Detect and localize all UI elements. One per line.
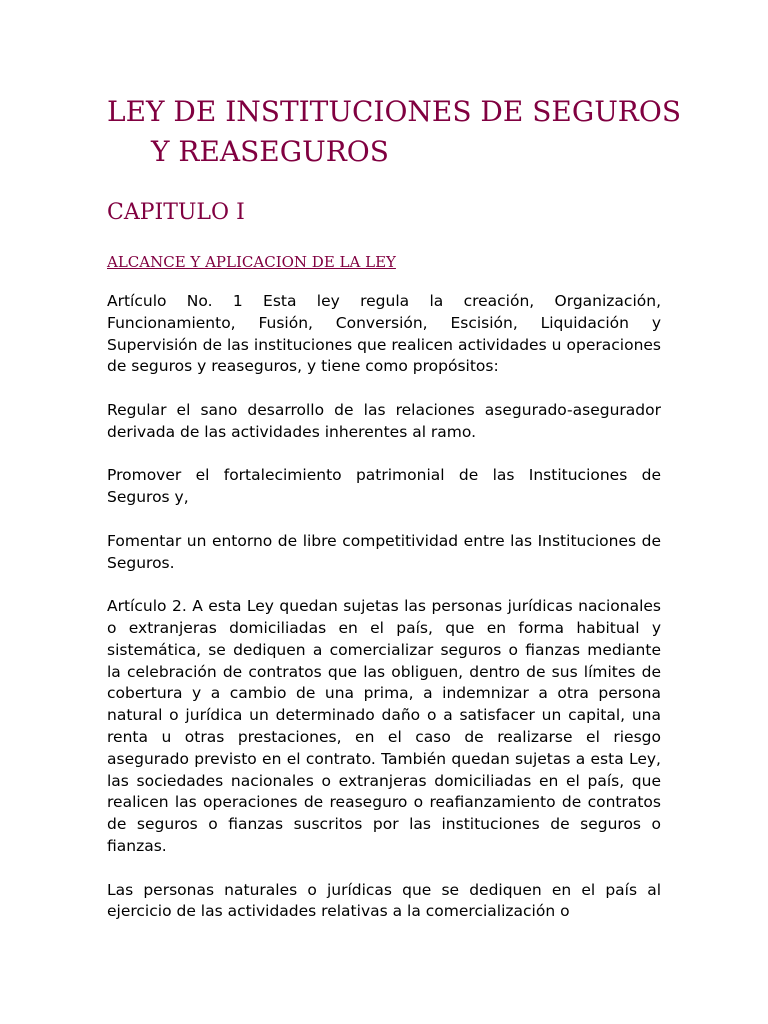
section-heading: ALCANCE Y APLICACION DE LA LEY (107, 253, 396, 271)
paragraph-purpose-2: Promover el fortalecimiento patrimonial de las Instituciones de Seguros y, (107, 466, 661, 507)
law-title-line-2: Y REASEGUROS (151, 135, 389, 168)
paragraph-article-2: Artículo 2. A esta Ley quedan sujetas las personas jurídicas nacionales o extranjeras domiciliadas en el país, que en forma habitual y sistemática, se dediquen a comercializar seguros o fianzas mediante la celebración de contratos que las obliguen, dentro de sus límites de cobertura y a cambio de una prima, a indemnizar a otra persona natural o jurídica un determinado daño o a satisfacer un capital, una renta u otras prestaciones, en el caso de realizarse el riesgo asegurado previsto en el contrato. También quedan sujetas a esta Ley, las sociedades nacionales o extranjeras domiciliadas en el país, que realicen las operaciones de reaseguro o reafianzamiento de contratos de seguros o fianzas suscritos por las instituciones de seguros o fianzas. (107, 597, 661, 855)
law-title (107, 92, 687, 172)
paragraph-purpose-3: Fomentar un entorno de libre competitividad entre las Instituciones de Seguros. (107, 531, 661, 572)
paragraph-purpose-1: Regular el sano desarrollo de las relaciones asegurado-asegurador derivada de las actividades inherentes al ramo. (107, 400, 661, 441)
paragraph-article-1: Artículo No. 1 Esta ley regula la creación, Organización, Funcionamiento, Fusión, Conversión, Escisión, Liquidación y Supervisión de las instituciones que realicen actividades u operaciones de seguros y reaseguros, y tiene como propósitos: (107, 292, 661, 376)
chapter-heading: CAPITULO I (107, 200, 245, 225)
paragraph-persons: Las personas naturales o jurídicas que se dediquen en el país al ejercicio de las actividades relativas a la comercialización o (107, 880, 661, 921)
document-body (107, 291, 661, 945)
law-title-line-1: LEY DE INSTITUCIONES DE SEGUROS (107, 95, 682, 128)
